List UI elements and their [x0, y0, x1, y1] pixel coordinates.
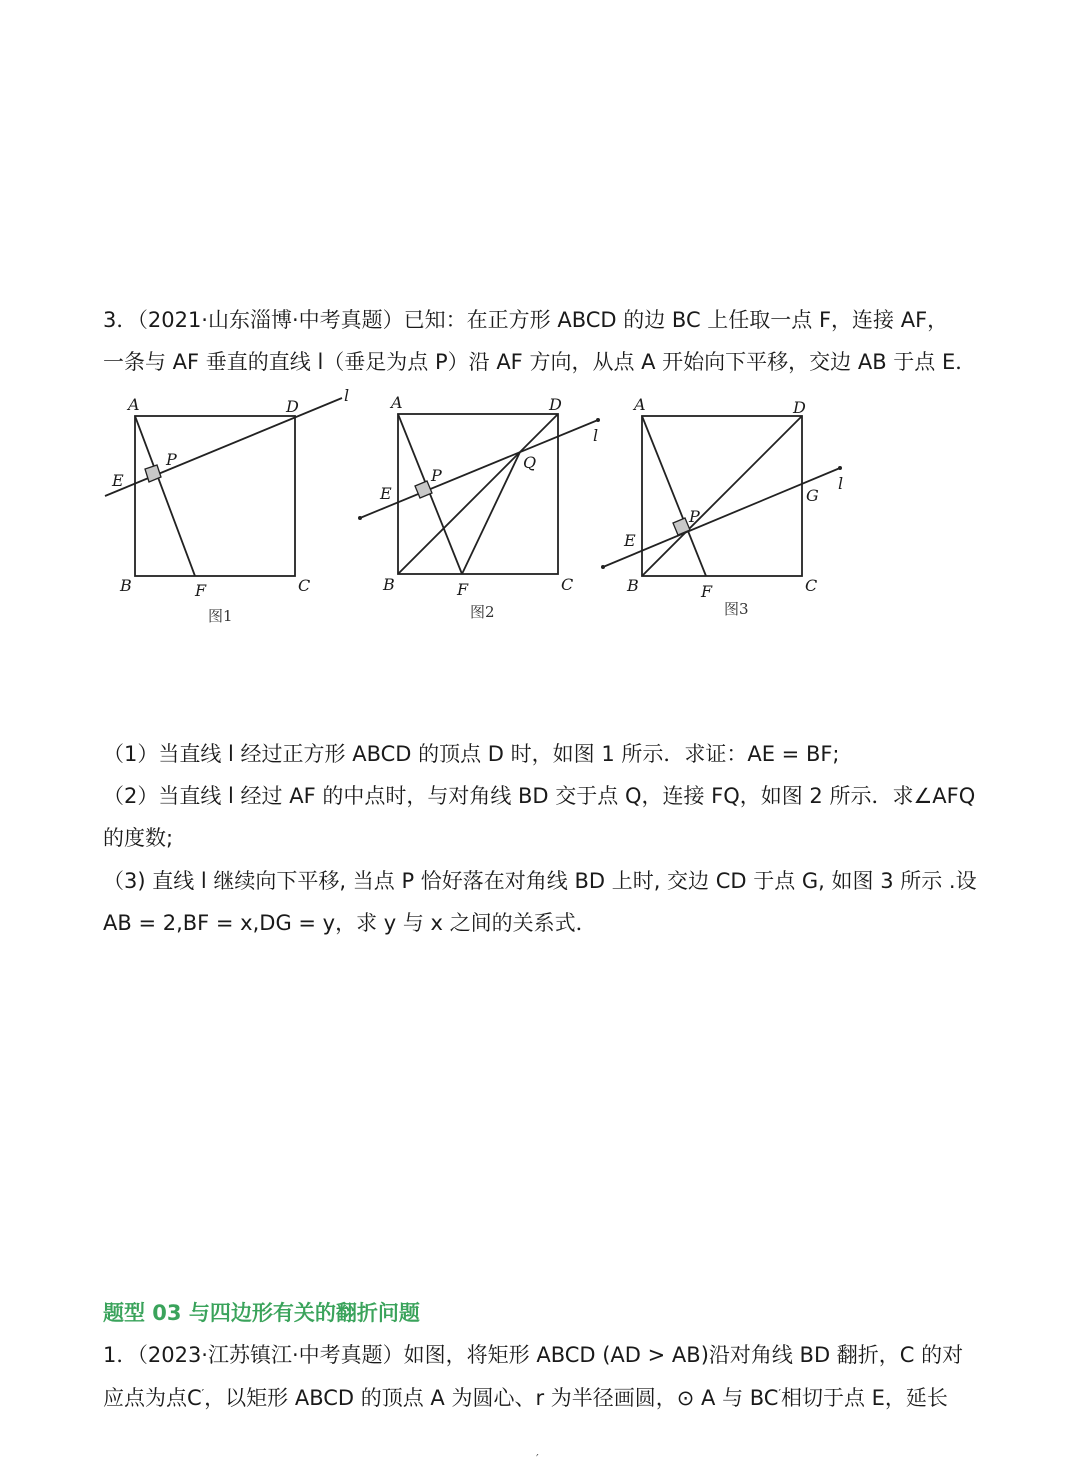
fig3-line-end-right — [838, 466, 842, 470]
fig2-label-F: F — [457, 580, 469, 599]
question-2-line1: （2）当直线 l 经过 AF 的中点时，与对角线 BD 交于点 Q，连接 FQ，如图 2 所示．求∠AFQ — [103, 784, 976, 808]
figure-3 — [598, 385, 868, 634]
fig2-caption: 图2 — [470, 603, 495, 621]
problem1-line1: 1．（2023·江苏镇江·中考真题）如图，将矩形 ABCD (AD > AB)沿对角线 BD 翻折，C 的对 — [103, 1343, 964, 1367]
problem3-line1: 3．（2021·山东淄博·中考真题）已知：在正方形 ABCD 的边 BC 上任取一点 F，连接 AF， — [103, 308, 949, 332]
fig3-diagonal-BD — [642, 416, 802, 576]
prime-mark-2: ′ — [778, 1387, 781, 1400]
fig2-segment-FQ — [462, 452, 520, 574]
figure-1 — [100, 385, 370, 634]
fig2-label-A: A — [391, 393, 403, 412]
question-3-line2: AB = 2,BF = x,DG = y，求 y 与 x 之间的关系式． — [103, 911, 597, 935]
fig3-label-G: G — [806, 486, 819, 505]
question-3-line1: （3) 直线 l 继续向下平移, 当点 P 恰好落在对角线 BD 上时, 交边 CD 于点 G, 如图 3 所示 .设 — [103, 869, 977, 893]
fig3-label-F: F — [701, 582, 713, 601]
fig2-label-D: D — [549, 395, 562, 414]
fig3-segment-AF — [642, 416, 706, 576]
figure-2-svg — [355, 385, 625, 630]
fig1-label-F: F — [195, 581, 207, 600]
question-1: （1）当直线 l 经过正方形 ABCD 的顶点 D 时，如图 1 所示．求证：AE = BF; — [103, 742, 840, 766]
fig1-line-l — [105, 398, 342, 496]
prime-mark: ′ — [201, 1387, 205, 1400]
fig2-label-Q: Q — [523, 453, 537, 472]
fig2-label-E: E — [380, 484, 392, 503]
fig1-label-A: A — [128, 395, 140, 414]
fig3-label-P: P — [689, 507, 700, 526]
fig1-label-P: P — [166, 450, 177, 469]
figure-2 — [355, 385, 625, 634]
fig3-label-l: l — [838, 474, 844, 493]
fig3-label-E: E — [624, 531, 636, 550]
fig1-label-B: B — [120, 576, 132, 595]
fig1-segment-AF — [135, 416, 195, 576]
fig1-square — [135, 416, 295, 576]
bottom-prime-mark: ′ — [536, 1452, 539, 1466]
problem1-line2-part-b: ，以矩形 ABCD 的顶点 A 为圆心、r 为半径画圆，⊙ A 与 BC — [204, 1386, 779, 1410]
fig2-line-l — [360, 420, 598, 518]
section-heading: 题型 03 与四边形有关的翻折问题 — [103, 1301, 420, 1325]
figure-1-svg — [100, 385, 370, 630]
fig3-label-D: D — [793, 398, 806, 417]
fig1-label-E: E — [112, 471, 124, 490]
problem1-line2-part-a: 应点为点C — [103, 1386, 202, 1410]
fig3-label-C: C — [805, 576, 818, 595]
fig3-line-l — [603, 468, 840, 567]
fig3-label-A: A — [634, 395, 646, 414]
fig2-right-angle-mark — [415, 481, 432, 498]
problem3-line2: 一条与 AF 垂直的直线 l（垂足为点 P）沿 AF 方向，从点 A 开始向下平移，交边 AB 于点 E． — [103, 350, 977, 374]
question-2-line2: 的度数; — [103, 826, 174, 850]
figure-3-svg — [598, 385, 868, 630]
problem1-line2-part-c: 相切于点 E，延长 — [780, 1386, 948, 1410]
fig3-label-B: B — [627, 576, 639, 595]
fig2-line-end-left — [358, 516, 362, 520]
fig3-line-end-left — [601, 565, 605, 569]
fig1-label-l: l — [344, 386, 350, 405]
fig1-label-C: C — [298, 576, 311, 595]
fig1-caption: 图1 — [208, 607, 233, 625]
problem1-line2 — [103, 1383, 948, 1413]
fig2-label-P: P — [431, 466, 442, 485]
fig2-label-B: B — [383, 575, 395, 594]
fig2-label-C: C — [561, 575, 574, 594]
fig3-caption: 图3 — [724, 600, 749, 618]
fig2-label-l: l — [593, 426, 599, 445]
fig1-label-D: D — [286, 397, 299, 416]
